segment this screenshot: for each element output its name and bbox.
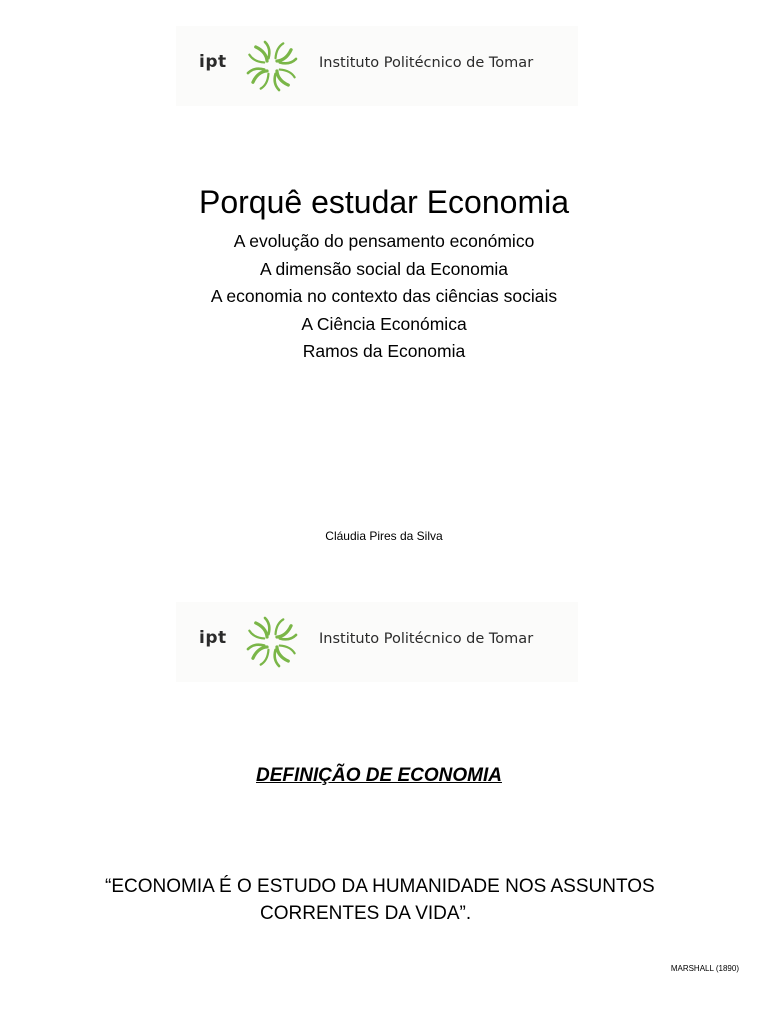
document-title: Porquê estudar Economia [199, 184, 569, 220]
logo-abbreviation: ipt [199, 628, 227, 648]
logo-institute-name: Instituto Politécnico de Tomar [319, 631, 534, 647]
topic-item: A evolução do pensamento económico [233, 231, 535, 251]
institute-logo-bottom [176, 602, 578, 682]
logo-leaf-icon [244, 614, 300, 670]
definition-quote-line-2: CORRENTES DA VIDA”. [260, 903, 472, 924]
author-name: Cláudia Pires da Silva [325, 529, 443, 543]
topic-item: Ramos da Economia [302, 341, 466, 361]
topic-item: A dimensão social da Economia [259, 258, 509, 279]
institute-logo-top [176, 26, 578, 106]
definition-quote-line-1: “ECONOMIA É O ESTUDO DA HUMANIDADE NOS ASSUNTOS [105, 876, 655, 897]
quote-citation: MARSHALL (1890) [670, 964, 739, 973]
logo-leaf-icon [244, 38, 300, 94]
topic-item: A Ciência Económica [301, 313, 467, 334]
section-heading: DEFINIÇÃO DE ECONOMIA [256, 765, 502, 786]
topic-item: A economia no contexto das ciências sociais [210, 286, 558, 306]
logo-abbreviation: ipt [199, 52, 227, 72]
logo-institute-name: Instituto Politécnico de Tomar [319, 55, 534, 71]
topic-list [0, 228, 768, 366]
